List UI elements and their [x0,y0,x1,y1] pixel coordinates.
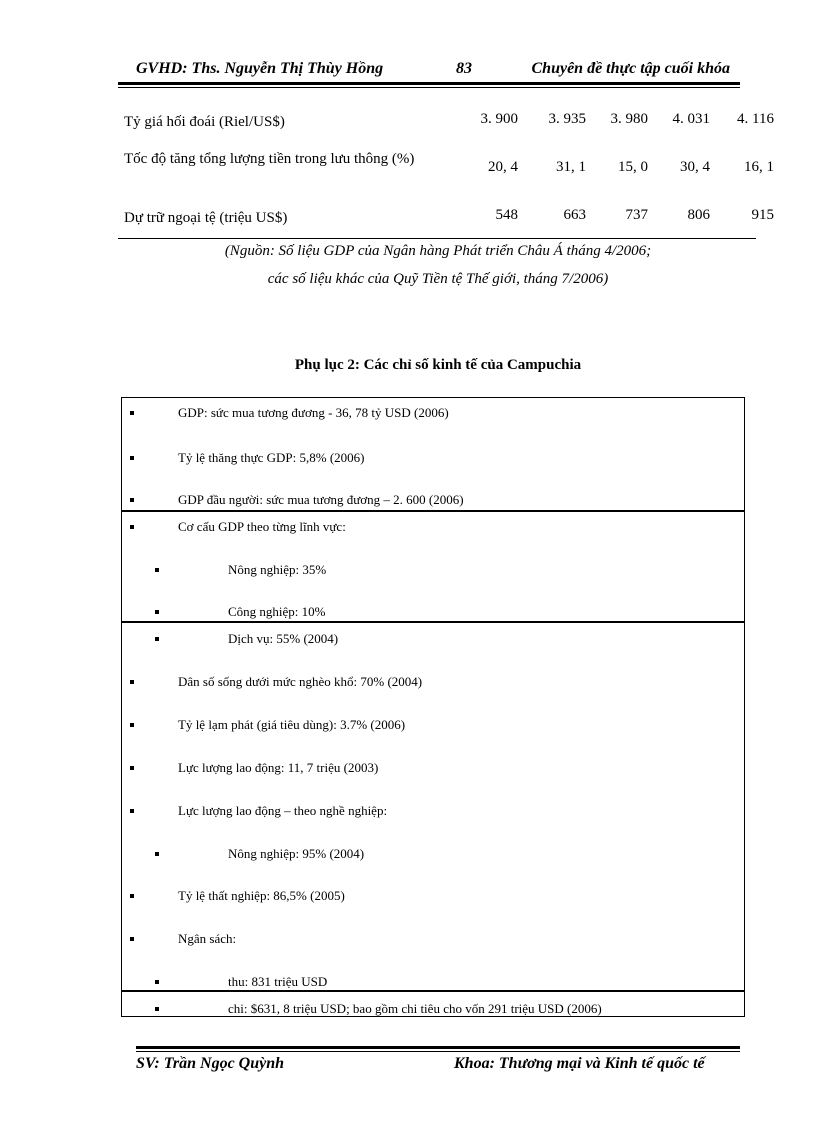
bullet-icon [155,637,159,641]
bullet-icon [155,610,159,614]
cell-value: 4. 031 [672,111,710,127]
source-note-line-2: các số liệu khác của Quỹ Tiền tệ Thế giới, tháng 7/2006) [267,271,609,287]
header-rule [118,82,740,85]
bullet-icon [130,809,134,813]
list-item: Dịch vụ: 55% (2004) [228,631,339,646]
cell-value: 663 [563,207,586,223]
bullet-icon [155,852,159,856]
bullet-icon [130,525,134,529]
appendix-title: Phụ lục 2: Các chỉ số kinh tế của Campuchia [294,357,582,373]
list-item: Lực lượng lao động: 11, 7 triệu (2003) [178,760,379,775]
cell-value: 548 [495,207,518,223]
cell-value: 806 [687,207,710,223]
bullet-icon [155,980,159,984]
list-item: chi: $631, 8 triệu USD; bao gồm chi tiêu cho vốn 291 triệu USD (2006) [228,1001,602,1016]
list-item: GDP đầu người: sức mua tương đương – 2. 600 (2006) [178,492,464,507]
cell-value: 30, 4 [680,159,710,175]
bullet-icon [130,894,134,898]
list-item: Cơ cấu GDP theo từng lĩnh vực: [178,519,346,534]
header-page-number: 83 [456,60,472,77]
bullet-icon [155,568,159,572]
cell-value: 3. 980 [610,111,648,127]
cell-value: 4. 116 [737,111,774,127]
list-item: Công nghiệp: 10% [228,604,326,619]
header-report-title: Chuyên đề thực tập cuối khóa [531,60,730,77]
row-label: Dự trữ ngoại tệ (triệu US$) [124,210,288,226]
list-item: Nông nghiệp: 35% [228,562,327,577]
bullet-icon [130,411,134,415]
list-item: Tỷ lệ thăng thực GDP: 5,8% (2006) [178,450,365,465]
bullet-icon [130,680,134,684]
list-item: Lực lượng lao động – theo nghề nghiệp: [178,803,388,818]
bullet-icon [130,723,134,727]
header-supervisor: GVHD: Ths. Nguyễn Thị Thùy Hồng [136,60,384,77]
list-item: thu: 831 triệu USD [228,974,328,989]
list-item: Nông nghiệp: 95% (2004) [228,846,365,861]
box-separator [121,510,745,512]
cell-value: 737 [625,207,648,223]
box-separator [121,990,745,992]
table-bottom-rule [118,238,756,239]
page-header [118,58,740,84]
list-item: Tỷ lệ lạm phát (giá tiêu dùng): 3.7% (2006) [178,717,406,732]
box-separator [121,621,745,623]
source-note-line-1: (Nguồn: Số liệu GDP của Ngân hàng Phát triển Châu Á tháng 4/2006; [224,243,652,259]
list-item: Ngân sách: [178,931,237,946]
cell-value: 3. 900 [480,111,518,127]
cell-value: 20, 4 [488,159,518,175]
row-label: Tỷ giá hối đoái (Riel/US$) [124,114,285,130]
bullet-icon [130,937,134,941]
footer-student: SV: Trần Ngọc Quỳnh [136,1055,285,1072]
row-label: Tốc độ tăng tổng lượng tiền trong lưu thông (%) [124,151,415,167]
header-rule-thin [118,87,740,88]
list-item: Dân số sống dưới mức nghèo khổ: 70% (2004) [178,674,423,689]
footer-rule-thin [136,1051,740,1052]
list-item: Tỷ lệ thất nghiệp: 86,5% (2005) [178,888,345,903]
cell-value: 15, 0 [618,159,648,175]
bullet-icon [130,498,134,502]
bullet-icon [130,456,134,460]
cell-value: 16, 1 [744,159,774,175]
bullet-icon [155,1007,159,1011]
cell-value: 915 [751,207,774,223]
footer-rule [136,1046,740,1049]
bullet-icon [130,766,134,770]
cell-value: 31, 1 [556,159,586,175]
list-item: GDP: sức mua tương đương - 36, 78 tỷ USD (2006) [178,405,449,420]
indicators-box [121,397,745,1017]
cell-value: 3. 935 [548,111,586,127]
footer-faculty: Khoa: Thương mại và Kinh tế quốc tế [454,1055,705,1072]
